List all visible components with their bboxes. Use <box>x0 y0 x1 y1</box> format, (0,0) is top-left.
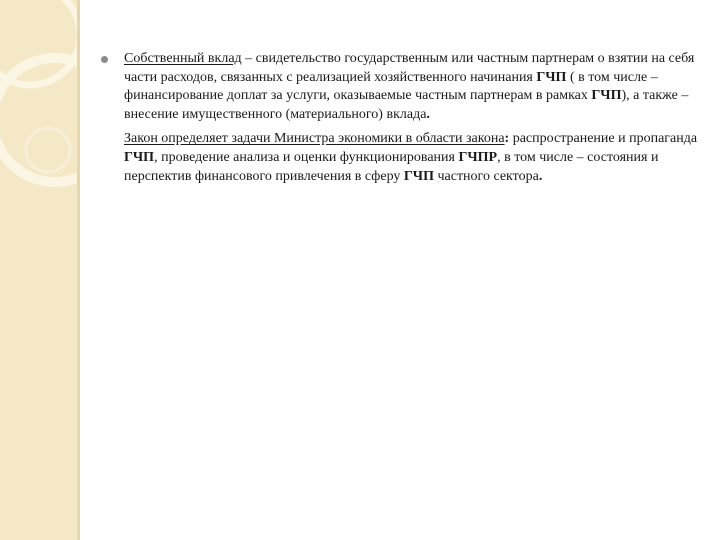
ppp-abbr: ГЧП <box>124 149 155 165</box>
middle-ring <box>0 58 80 182</box>
decorative-sidebar <box>0 0 80 540</box>
ministry-tasks-term: Закон определяет задачи Министра экономики в области закона <box>124 131 505 147</box>
sentence-end: . <box>538 168 543 184</box>
ppp-abbr: ГЧП <box>536 69 567 85</box>
own-contribution-text-2: ( в том числе – финансирование доплат за услуги, оказываемые частным партнерам в рамках <box>124 69 658 104</box>
ministry-tasks-paragraph <box>96 130 714 186</box>
own-contribution-term: Собственный вклад <box>124 51 242 66</box>
slide-content <box>96 50 714 186</box>
gray-disc-bullet-icon <box>101 56 108 63</box>
term-colon: : <box>504 131 510 147</box>
sentence-end: . <box>426 106 430 122</box>
bullet-item-own-contribution <box>96 50 714 124</box>
ppp-abbr: ГЧП <box>403 168 434 184</box>
own-contribution-text-3: ), а также – внесение имущественного (материального) вклада <box>124 88 689 122</box>
pppr-abbr: ГЧПР <box>458 149 498 165</box>
ministry-tasks-text-3: , в том числе – состояния и перспектив финансового привлечения в сферу <box>124 149 659 184</box>
decorative-rings-graphic <box>0 0 80 540</box>
own-contribution-text-1: – свидетельство государственным или частным партнерам о взятии на себя части расходов, связанных с реализацией хозяйственного начинания <box>124 51 695 85</box>
ministry-tasks-text-4: частного сектора <box>433 168 539 184</box>
ppp-abbr: ГЧП <box>591 88 622 104</box>
own-contribution-paragraph <box>124 50 714 124</box>
ministry-tasks-text-1: распространение и пропаганда <box>509 131 698 147</box>
ministry-tasks-text-2: , проведение анализа и оценки функционирования <box>154 149 459 165</box>
inner-ring <box>26 128 70 172</box>
